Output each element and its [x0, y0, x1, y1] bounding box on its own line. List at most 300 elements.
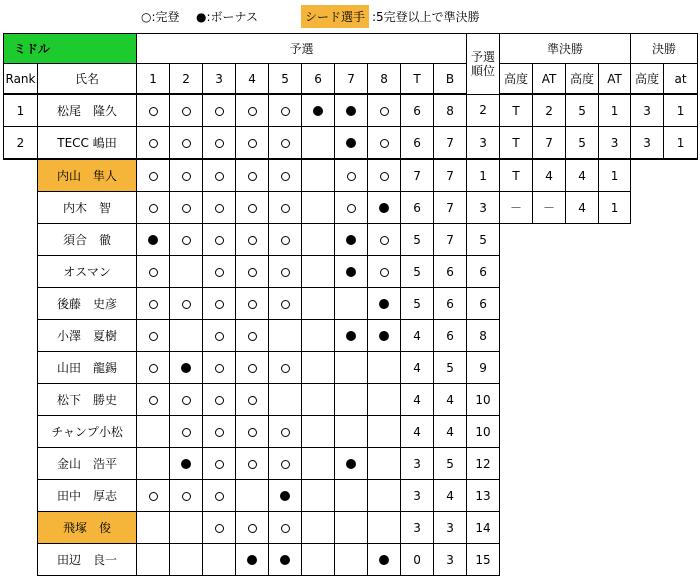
- climber-name: 後藤 史彦: [38, 288, 137, 320]
- problem-result: [236, 94, 269, 127]
- rank-cell-empty: [4, 288, 38, 320]
- complete-mark-icon: [182, 172, 191, 181]
- complete-mark-icon: [149, 139, 158, 148]
- semifinal-empty: [599, 224, 631, 256]
- problem-result: [368, 512, 401, 544]
- semifinal-value: －: [533, 192, 566, 224]
- complete-mark-icon: [248, 396, 257, 405]
- rank-cell-empty: [4, 416, 38, 448]
- climber-name: 松下 勝史: [38, 384, 137, 416]
- rank-cell: 2: [4, 127, 38, 160]
- complete-mark-icon: [215, 428, 224, 437]
- complete-mark-icon: [215, 172, 224, 181]
- rank-cell-empty: [4, 256, 38, 288]
- complete-mark-icon: [149, 172, 158, 181]
- tops-count: 6: [401, 127, 434, 160]
- bonus-mark-icon: [346, 138, 356, 148]
- complete-mark-icon: [347, 172, 356, 181]
- bonus-count: 5: [434, 352, 467, 384]
- problem-result: [269, 320, 302, 352]
- t-header: T: [401, 64, 434, 95]
- problem-result: [203, 256, 236, 288]
- semifinal-empty: [533, 352, 566, 384]
- problem-result: [302, 288, 335, 320]
- problem-result: [203, 512, 236, 544]
- complete-mark-icon: [215, 492, 224, 501]
- semifinal-empty: [566, 512, 599, 544]
- problem-result: [302, 320, 335, 352]
- semifinal-empty: [500, 448, 533, 480]
- semifinal-empty: [599, 320, 631, 352]
- bonus-mark-icon: [379, 331, 389, 341]
- complete-mark-icon: [149, 396, 158, 405]
- complete-mark-icon: [347, 204, 356, 213]
- problem-result: [236, 480, 269, 512]
- complete-mark-icon: [248, 204, 257, 213]
- problem-result: [137, 480, 170, 512]
- bonus-count: 7: [434, 127, 467, 160]
- qualifier-rank: 3: [467, 127, 500, 160]
- qualifier-rank: 15: [467, 544, 500, 576]
- bonus-count: 7: [434, 224, 467, 256]
- problem-result: [203, 288, 236, 320]
- problem-result: [170, 224, 203, 256]
- final-empty: [631, 416, 664, 448]
- semifinal-empty: [566, 320, 599, 352]
- rank-header: Rank: [4, 64, 38, 95]
- complete-mark-icon: [248, 107, 257, 116]
- problem-result: [170, 127, 203, 160]
- complete-mark-icon: [149, 204, 158, 213]
- problem-header: 3: [203, 64, 236, 95]
- problem-result: [302, 384, 335, 416]
- bonus-mark-icon: [280, 555, 290, 565]
- semifinal-value: 2: [533, 94, 566, 127]
- semifinal-empty: [533, 288, 566, 320]
- final-empty: [631, 512, 664, 544]
- final-empty: [664, 159, 698, 192]
- problem-result: [137, 224, 170, 256]
- semifinal-empty: [533, 224, 566, 256]
- problem-result: [368, 384, 401, 416]
- table-row: [4, 256, 698, 288]
- qualifier-rank: 14: [467, 512, 500, 544]
- bonus-mark-icon: [280, 491, 290, 501]
- problem-result: [302, 256, 335, 288]
- problem-result: [236, 416, 269, 448]
- final-empty: [631, 480, 664, 512]
- climber-name: 内木 智: [38, 192, 137, 224]
- problem-header: 4: [236, 64, 269, 95]
- semifinal-empty: [566, 544, 599, 576]
- division-title: ミドル: [4, 34, 137, 64]
- complete-mark-icon: [215, 107, 224, 116]
- problem-result: [137, 320, 170, 352]
- problem-result: [170, 256, 203, 288]
- problem-result: [368, 320, 401, 352]
- semifinal-empty: [566, 384, 599, 416]
- table-row: [4, 416, 698, 448]
- bonus-count: 8: [434, 94, 467, 127]
- semifinal-empty: [599, 480, 631, 512]
- qualifier-rank: 10: [467, 416, 500, 448]
- problem-result: [137, 352, 170, 384]
- complete-mark-icon: [248, 428, 257, 437]
- complete-mark-icon: [182, 139, 191, 148]
- problem-result: [236, 544, 269, 576]
- semifinal-empty: [500, 256, 533, 288]
- problem-result: [170, 384, 203, 416]
- problem-result: [302, 352, 335, 384]
- climber-name: 山田 龍錫: [38, 352, 137, 384]
- final-empty: [631, 384, 664, 416]
- complete-mark-icon: [182, 204, 191, 213]
- problem-result: [302, 480, 335, 512]
- semifinal-empty: [599, 544, 631, 576]
- legend-bonus: ●:ボーナス: [196, 10, 259, 24]
- complete-mark-icon: [248, 332, 257, 341]
- qualifier-rank: 8: [467, 320, 500, 352]
- climber-name: 小澤 夏樹: [38, 320, 137, 352]
- problem-result: [368, 288, 401, 320]
- bonus-count: 3: [434, 512, 467, 544]
- semifinal-value: 4: [566, 192, 599, 224]
- semifinal-empty: [533, 384, 566, 416]
- complete-mark-icon: [182, 107, 191, 116]
- climber-name: 金山 浩平: [38, 448, 137, 480]
- problem-result: [170, 512, 203, 544]
- tops-count: 0: [401, 544, 434, 576]
- problem-result: [236, 224, 269, 256]
- problem-result: [368, 544, 401, 576]
- complete-mark-icon: [380, 139, 389, 148]
- table-row: [4, 192, 698, 224]
- final-empty: [631, 159, 664, 192]
- semifinal-value: 1: [599, 192, 631, 224]
- final-empty: [631, 320, 664, 352]
- bonus-mark-icon: [181, 363, 191, 373]
- legend: [0, 4, 700, 30]
- problem-header: 7: [335, 64, 368, 95]
- problem-result: [269, 448, 302, 480]
- table-row: [4, 94, 698, 127]
- semifinal-empty: [533, 320, 566, 352]
- semifinal-empty: [599, 288, 631, 320]
- problem-result: [269, 480, 302, 512]
- complete-mark-icon: [182, 428, 191, 437]
- problem-result: [203, 224, 236, 256]
- final-value: 3: [631, 127, 664, 160]
- problem-result: [137, 192, 170, 224]
- rank-cell-empty: [4, 320, 38, 352]
- tops-count: 3: [401, 480, 434, 512]
- problem-result: [335, 288, 368, 320]
- bonus-mark-icon: [181, 459, 191, 469]
- qualifier-rank: 1: [467, 159, 500, 192]
- tops-count: 5: [401, 224, 434, 256]
- table-row: [4, 448, 698, 480]
- semifinal-empty: [566, 416, 599, 448]
- tops-count: 4: [401, 320, 434, 352]
- table-row: [4, 384, 698, 416]
- complete-mark-icon: [149, 268, 158, 277]
- tops-count: 6: [401, 94, 434, 127]
- final-empty: [664, 480, 698, 512]
- problem-result: [302, 512, 335, 544]
- final-empty: [631, 448, 664, 480]
- semifinal-empty: [599, 448, 631, 480]
- tops-count: 4: [401, 352, 434, 384]
- complete-mark-icon: [149, 492, 158, 501]
- problem-result: [302, 224, 335, 256]
- semifinal-empty: [599, 384, 631, 416]
- problem-result: [269, 192, 302, 224]
- qualifier-rank: 5: [467, 224, 500, 256]
- problem-result: [335, 94, 368, 127]
- final-header: 決勝: [631, 34, 698, 64]
- bonus-count: 4: [434, 480, 467, 512]
- legend-seed-label: シード選手: [301, 5, 369, 28]
- semifinal-value: T: [500, 159, 533, 192]
- problem-result: [203, 127, 236, 160]
- problem-result: [335, 352, 368, 384]
- complete-mark-icon: [281, 460, 290, 469]
- rank-cell-empty: [4, 384, 38, 416]
- problem-result: [137, 256, 170, 288]
- problem-result: [203, 448, 236, 480]
- problem-result: [137, 384, 170, 416]
- bonus-mark-icon: [148, 235, 158, 245]
- problem-result: [302, 192, 335, 224]
- bonus-mark-icon: [247, 555, 257, 565]
- problem-header: 8: [368, 64, 401, 95]
- problem-result: [335, 480, 368, 512]
- semifinal-empty: [533, 448, 566, 480]
- problem-result: [170, 416, 203, 448]
- semifinal-value: 7: [533, 127, 566, 160]
- complete-mark-icon: [248, 172, 257, 181]
- semifinal-empty: [500, 416, 533, 448]
- table-row: [4, 127, 698, 160]
- problem-result: [269, 288, 302, 320]
- rank-cell-empty: [4, 480, 38, 512]
- semifinal-col-header: 高度: [566, 64, 599, 95]
- semifinal-col-header: AT: [599, 64, 631, 95]
- bonus-count: 7: [434, 159, 467, 192]
- rank-cell: 1: [4, 94, 38, 127]
- complete-mark-icon: [149, 107, 158, 116]
- problem-result: [335, 159, 368, 192]
- results-table: [3, 33, 697, 567]
- problem-result: [269, 159, 302, 192]
- qualifier-rank: 13: [467, 480, 500, 512]
- semifinal-header: 準決勝: [500, 34, 631, 64]
- problem-result: [203, 192, 236, 224]
- problem-result: [335, 416, 368, 448]
- final-value: 3: [631, 94, 664, 127]
- problem-result: [269, 256, 302, 288]
- problem-result: [236, 384, 269, 416]
- problem-result: [137, 127, 170, 160]
- final-empty: [631, 544, 664, 576]
- rank-cell-empty: [4, 512, 38, 544]
- complete-mark-icon: [215, 139, 224, 148]
- problem-header: 5: [269, 64, 302, 95]
- complete-mark-icon: [248, 364, 257, 373]
- semifinal-col-header: 高度: [500, 64, 533, 95]
- final-empty: [631, 224, 664, 256]
- tops-count: 5: [401, 256, 434, 288]
- table-row: [4, 320, 698, 352]
- semifinal-empty: [500, 352, 533, 384]
- final-empty: [631, 192, 664, 224]
- problem-result: [269, 416, 302, 448]
- semifinal-col-header: AT: [533, 64, 566, 95]
- complete-mark-icon: [215, 460, 224, 469]
- final-empty: [664, 320, 698, 352]
- problem-result: [335, 256, 368, 288]
- bonus-mark-icon: [346, 459, 356, 469]
- bonus-mark-icon: [346, 106, 356, 116]
- complete-mark-icon: [281, 428, 290, 437]
- rank-cell-empty: [4, 192, 38, 224]
- problem-result: [269, 384, 302, 416]
- semifinal-empty: [533, 512, 566, 544]
- semifinal-value: 3: [599, 127, 631, 160]
- final-empty: [664, 192, 698, 224]
- qualifier-rank: 2: [467, 94, 500, 127]
- problem-result: [368, 224, 401, 256]
- problem-result: [170, 159, 203, 192]
- problem-result: [203, 544, 236, 576]
- final-empty: [664, 352, 698, 384]
- problem-result: [236, 256, 269, 288]
- final-value: 1: [664, 94, 698, 127]
- final-empty: [631, 352, 664, 384]
- problem-result: [137, 159, 170, 192]
- semifinal-empty: [599, 256, 631, 288]
- problem-result: [368, 94, 401, 127]
- semifinal-empty: [500, 320, 533, 352]
- bonus-count: 4: [434, 416, 467, 448]
- table-row: [4, 224, 698, 256]
- problem-result: [302, 416, 335, 448]
- problem-result: [137, 288, 170, 320]
- complete-mark-icon: [281, 236, 290, 245]
- semifinal-empty: [599, 512, 631, 544]
- problem-result: [137, 416, 170, 448]
- problem-result: [335, 512, 368, 544]
- bonus-count: 6: [434, 288, 467, 320]
- semifinal-empty: [566, 224, 599, 256]
- semifinal-empty: [500, 544, 533, 576]
- problem-result: [170, 544, 203, 576]
- problem-result: [236, 448, 269, 480]
- qualifier-rank-header: 予選 順位: [467, 34, 500, 95]
- problem-result: [170, 448, 203, 480]
- rank-cell-empty: [4, 352, 38, 384]
- bonus-count: 6: [434, 256, 467, 288]
- name-header: 氏名: [38, 64, 137, 95]
- problem-result: [236, 127, 269, 160]
- problem-result: [368, 480, 401, 512]
- semifinal-value: 1: [599, 94, 631, 127]
- tops-count: 4: [401, 416, 434, 448]
- problem-result: [203, 416, 236, 448]
- climber-name: 田中 厚志: [38, 480, 137, 512]
- problem-result: [236, 192, 269, 224]
- semifinal-empty: [566, 480, 599, 512]
- complete-mark-icon: [149, 300, 158, 309]
- semifinal-value: 4: [566, 159, 599, 192]
- complete-mark-icon: [182, 492, 191, 501]
- semifinal-empty: [500, 288, 533, 320]
- b-header: B: [434, 64, 467, 95]
- bonus-count: 3: [434, 544, 467, 576]
- complete-mark-icon: [248, 300, 257, 309]
- final-empty: [664, 384, 698, 416]
- final-col-header: at: [664, 64, 698, 95]
- table-row: [4, 480, 698, 512]
- final-empty: [664, 544, 698, 576]
- semifinal-empty: [500, 512, 533, 544]
- semifinal-empty: [566, 288, 599, 320]
- complete-mark-icon: [215, 364, 224, 373]
- qualifier-header: 予選: [137, 34, 467, 64]
- problem-result: [137, 512, 170, 544]
- complete-mark-icon: [215, 396, 224, 405]
- bonus-mark-icon: [313, 106, 323, 116]
- problem-result: [236, 320, 269, 352]
- problem-result: [203, 320, 236, 352]
- problem-result: [269, 127, 302, 160]
- final-empty: [664, 288, 698, 320]
- bonus-mark-icon: [379, 203, 389, 213]
- semifinal-empty: [566, 448, 599, 480]
- complete-mark-icon: [281, 204, 290, 213]
- problem-result: [368, 256, 401, 288]
- final-empty: [664, 512, 698, 544]
- complete-mark-icon: [380, 107, 389, 116]
- semifinal-empty: [533, 416, 566, 448]
- complete-mark-icon: [380, 236, 389, 245]
- semifinal-value: 4: [533, 159, 566, 192]
- complete-mark-icon: [380, 172, 389, 181]
- complete-mark-icon: [248, 139, 257, 148]
- problem-result: [203, 384, 236, 416]
- problem-result: [236, 159, 269, 192]
- qualifier-rank: 3: [467, 192, 500, 224]
- rank-cell-empty: [4, 224, 38, 256]
- problem-result: [368, 416, 401, 448]
- problem-result: [203, 352, 236, 384]
- complete-mark-icon: [281, 139, 290, 148]
- tops-count: 3: [401, 448, 434, 480]
- problem-result: [335, 192, 368, 224]
- problem-result: [170, 288, 203, 320]
- problem-result: [170, 352, 203, 384]
- problem-result: [269, 544, 302, 576]
- complete-mark-icon: [215, 524, 224, 533]
- climber-name: チャンプ小松: [38, 416, 137, 448]
- complete-mark-icon: [281, 172, 290, 181]
- complete-mark-icon: [149, 364, 158, 373]
- complete-mark-icon: [215, 332, 224, 341]
- final-empty: [631, 256, 664, 288]
- final-empty: [631, 288, 664, 320]
- problem-result: [269, 94, 302, 127]
- complete-mark-icon: [215, 236, 224, 245]
